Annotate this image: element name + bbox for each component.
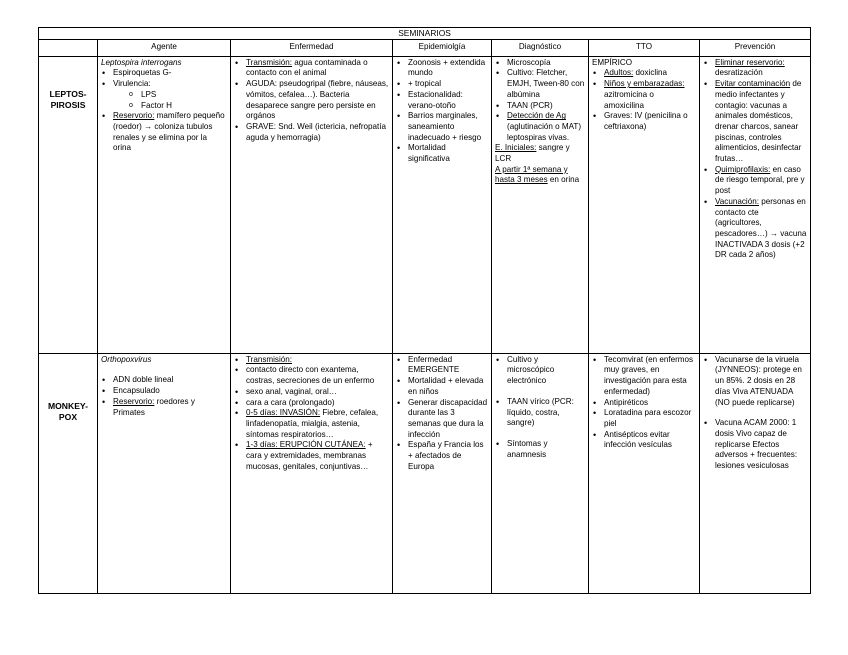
list-item: • TAAN (PCR) — [495, 101, 585, 112]
list-item: • Barrios marginales, saneamiento inadecuado + riesgo — [396, 111, 488, 143]
list-item: • 1-3 días: ERUPCIÓN CUTÁNEA: + cara y extremidades, membranas mucosas, genitales, conjuntivas… — [234, 440, 389, 472]
list-item: • Quimiprofilaxis: en caso de riesgo temporal, pre y post — [703, 165, 807, 197]
agente-list — [101, 68, 227, 154]
tto-list — [592, 68, 696, 132]
list-item: • Síntomas y anamnesis — [495, 439, 585, 460]
cell-epidemiologia — [393, 353, 492, 593]
list-item: • Detección de Ag (aglutinación o MAT) leptospiras vivas. — [495, 111, 585, 143]
prevencion-list — [703, 58, 807, 261]
row-label-monkeypox: MONKEY-POX — [39, 353, 98, 593]
list-item: • Zoonosis + extendida mundo — [396, 58, 488, 79]
header-tto: TTO — [589, 39, 700, 56]
list-item: • España y Francia los + afectados de Europa — [396, 440, 488, 472]
epidemiologia-list — [396, 355, 488, 473]
enfermedad-list — [234, 58, 389, 144]
list-item: • Espiroquetas G- — [101, 68, 227, 79]
table-row-monkeypox — [39, 353, 811, 593]
seminar-sheet — [38, 27, 811, 594]
cell-epidemiologia — [393, 56, 492, 353]
list-item: • Microscopía — [495, 58, 585, 69]
cell-tto — [589, 353, 700, 593]
list-item: • Antisépticos evitar infección vesículas — [592, 430, 696, 451]
list-item: • Transmisión: — [234, 355, 389, 366]
cell-enfermedad — [231, 56, 393, 353]
row-label-leptospirosis: LEPTOS-PIROSIS — [39, 56, 98, 353]
list-item: • Tecomvirat (en enfermos muy graves, en investigación para esta enfermedad) — [592, 355, 696, 398]
list-item: • sexo anal, vaginal, oral… — [234, 387, 389, 398]
list-item: • TAAN vírico (PCR: líquido, costra, sangre) — [495, 397, 585, 429]
header-empty — [39, 39, 98, 56]
genus-name: Leptospira interrogans — [101, 57, 182, 67]
cell-tto — [589, 56, 700, 353]
cell-prevencion — [700, 353, 811, 593]
epidemiologia-list — [396, 58, 488, 165]
header-enfermedad: Enfermedad — [231, 39, 393, 56]
genus-name: Orthopoxvirus — [101, 354, 152, 364]
cell-prevencion — [700, 56, 811, 353]
header-row — [39, 39, 811, 56]
cell-agente — [98, 56, 231, 353]
header-prevencion: Prevención — [700, 39, 811, 56]
diag-note-initial: E. Iniciales: sangre y LCR — [495, 143, 570, 164]
list-item: • Cultivo: Fletcher, EMJH, Tween-80 con albúmina — [495, 68, 585, 100]
list-item: • Vacuna ACAM 2000: 1 dosis Vivo capaz de replicarse Efectos adversos + frecuentes: lesiones vesiculosas — [703, 418, 807, 472]
list-item: o LPS — [101, 90, 227, 101]
list-item: • Vacunarse de la viruela (JYNNEOS): protege en un 85%. 2 dosis en 28 días Viva ATENUADA (NO puede replicarse) — [703, 355, 807, 409]
diagnostico-list — [495, 355, 585, 461]
list-item: o Factor H — [101, 101, 227, 112]
list-item: • ADN doble lineal — [101, 375, 227, 386]
list-item: • Adultos: doxiclina — [592, 68, 696, 79]
list-item: • Estacionalidad: verano-otoño — [396, 90, 488, 111]
diagnostico-list — [495, 58, 585, 144]
list-item: • + tropical — [396, 79, 488, 90]
list-item: • 0-5 días: INVASIÓN: Fiebre, cefalea, linfadenopatía, mialgia, astenia, síntomas respiratorios… — [234, 408, 389, 440]
list-item: • Cultivo y microscópico electrónico — [495, 355, 585, 387]
list-item: • Generar discapacidad durante las 3 semanas que dura la infección — [396, 398, 488, 441]
list-item: • Enfermedad EMERGENTE — [396, 355, 488, 376]
cell-enfermedad — [231, 353, 393, 593]
table-title: SEMINARIOS — [39, 28, 811, 40]
list-item: • GRAVE: Snd. Weil (ictericia, nefropatía aguda y hemorragia) — [234, 122, 389, 143]
list-item: • AGUDA: pseudogripal (fiebre, náuseas, vómitos, cefalea…). Bacteria desaparece sangre pero persiste en orgános — [234, 79, 389, 122]
list-item: • Evitar contaminación de medio infectantes y contagio: vacunas a animales domésticos, drenar charcos, sanear piscinas, controles alimenticios, desinfectar frutas… — [703, 79, 807, 165]
diag-note-urine: A partir 1ª semana y hasta 3 meses en orina — [495, 164, 580, 185]
list-item: • Vacunación: personas en contacto cte (agricultores, pescadores…) → vacuna INACTIVADA 3 dosis (+2 DR cada 2 años) — [703, 197, 807, 261]
enfermedad-list — [234, 355, 389, 473]
agente-list — [101, 375, 227, 418]
list-item: • Mortalidad significativa — [396, 143, 488, 164]
list-item: • Reservorio: roedores y Primates — [101, 397, 227, 418]
seminar-table — [38, 27, 811, 594]
list-item: • Encapsulado — [101, 386, 227, 397]
cell-agente — [98, 353, 231, 593]
prevencion-list — [703, 355, 807, 472]
list-item: • contacto directo con exantema, costras, secreciones de un enfermo — [234, 365, 389, 386]
list-item: • cara a cara (prolongado) — [234, 398, 389, 409]
list-item: • Antipiréticos — [592, 398, 696, 409]
cell-diagnostico — [492, 353, 589, 593]
header-diagnostico: Diagnóstico — [492, 39, 589, 56]
list-item: • Graves: IV (penicilina o ceftriaxona) — [592, 111, 696, 132]
title-row — [39, 28, 811, 40]
header-agente: Agente — [98, 39, 231, 56]
table-row-leptospirosis — [39, 56, 811, 353]
header-epidemiologia: Epidemiolgía — [393, 39, 492, 56]
tto-list — [592, 355, 696, 451]
tto-heading: EMPÍRICO — [592, 57, 633, 67]
list-item: • Transmisión: agua contaminada o contacto con el animal — [234, 58, 389, 79]
cell-diagnostico — [492, 56, 589, 353]
list-item: • Virulencia: — [101, 79, 227, 90]
list-item: • Niños y embarazadas: azitromicina o amoxicilina — [592, 79, 696, 111]
list-item: • Reservorio: mamífero pequeño (roedor) → coloniza tubulos renales y se elimina por la orina — [101, 111, 227, 154]
list-item: • Loratadina para escozor piel — [592, 408, 696, 429]
list-item: • Eliminar reservorio: desratización — [703, 58, 807, 79]
list-item: • Mortalidad + elevada en niños — [396, 376, 488, 397]
